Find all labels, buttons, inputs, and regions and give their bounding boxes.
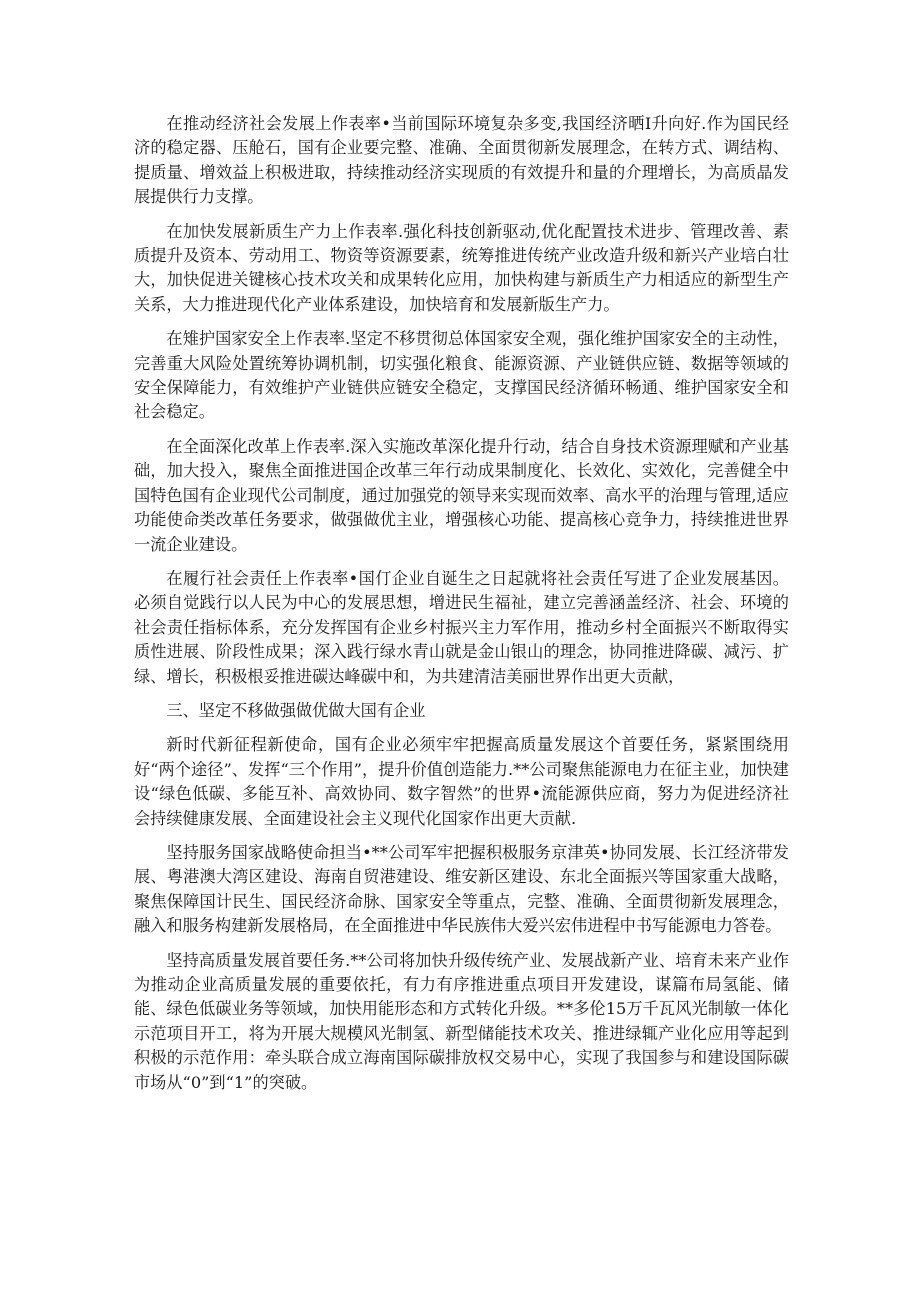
paragraph-national-security: 在雉护国家安全上作表率.坚定不移贯彻总体国家安全观，强化维护国家安全的主动性，完善重大风险处置统筹协调机制，切实强化粮食、能源资源、产业链供应链、数据等领域的安全保障能力，有效维护产业链供应链安全稳定，支撑国民经济循环畅通、维护国家安全和社会稳定。 <box>134 329 789 422</box>
paragraph-high-quality: 坚持高质量发展首要任务.**公司将加快升级传统产业、发展战新产业、培育未来产业作为推动企业高质量发展的重要依托，有力有序推进重点项目开发建设，谋篇布局氢能、储能、绿色低碳业务等领域，加快用能形态和方式转化升级。**多伦15万千瓦风光制敏一体化示范项目开工，将为开展大规模风光制氢、新型储能技术攻关、推进绿辄产业化应用等起到积极的示范作用：牵头联合成立海南国际碳排放权交易中心，实现了我国参与和建设国际碳市场从“0”到“1”的突破。 <box>134 950 789 1092</box>
paragraph-reform: 在全面深化改革上作表率.深入实施改革深化提升行动，结合自身技术资源理赋和产业基础，加大投入，聚焦全面推进国企改革三年行动成果制度化、长效化、实效化，完善健全中国特色国有企业现代公司制度，通过加强党的领导来实现而效率、高水平的治理与管理,适应功能使命类改革任务要求，做强做优主业，增强核心功能、提高核心竞争力，持续推进世界一流企业建设。 <box>134 436 789 554</box>
paragraph-new-era: 新时代新征程新使命，国有企业必须牢牢把握高质量发展这个首要任务，紧紧围绕用好“两个途径”、发挥“三个作用”，提升价值创造能力.**公司聚焦能源电力在征主业，加快建设“绿色低碳、多能互补、高效协同、数字智然”的世界•流能源供应商，努力为促进经济社会持续健康发展、全面建设社会主义现代化国家作出更大贡献. <box>134 735 789 828</box>
paragraph-social-responsibility: 在履行社会责任上作表率•国仃企业自诞生之日起就将社会责任写进了企业发展基因。必须自觉践行以人民为中心的发展思想，增进民生福祉，建立完善涵盖经济、社会、环境的社会责任指标体系，充分发挥国有企业乡村振兴主力军作用，推动乡村全面振兴不断取得实质性进展、阶段性成果；深入践行绿水青山就是金山银山的理念，协同推进降碳、减污、扩绿、增长，积极根妥推进碳达峰碳中和，为共建清洁美丽世界作出更大贡献， <box>134 568 789 686</box>
document-page <box>134 112 789 1105</box>
paragraph-national-strategy: 坚持服务国家战略使命担当•**公司军牢把握积极服务京津英•协同发展、长江经济带发展、粤港澳大湾区建设、海南自贸港建设、维安新区建设、东北全面振兴等国家重大战略，聚焦保障国计民生、国民经济命脉、国家安全等重点，完整、准确、全面贯彻新发展理念，融入和服务构建新发展格局，在全面推进中华民族伟大爱兴宏伟进程中书写能源电力答卷。 <box>134 842 789 936</box>
section-heading: 三、坚定不移做强做优做大国有企业 <box>166 700 426 720</box>
paragraph-new-productivity: 在加快发展新质生产力上作表率.强化科技创新驱动,优化配置技术进步、管理改善、素质提升及资本、劳动用工、物资等资源要素，统筹推进传统产业改造升级和新兴产业培白壮大，加快促进关键核心技术攻关和成果转化应用，加快构建与新质生产力相适应的新型生产关系，大力推进现代化产业体系建设，加快培育和发展新版生产力。 <box>134 221 789 314</box>
paragraph-economy: 在推动经济社会发展上作表率•当前国际环境复杂多变,我国经济晒I升向好.作为国民经济的稳定器、压舱石，国有企业要完整、准确、全面贯彻新发展理念，在转方式、调结构、提质量、增效益上积极进取，持续推动经济实现质的有效提升和量的介理增长，为高质晶发展提供行力支撑。 <box>134 114 789 207</box>
